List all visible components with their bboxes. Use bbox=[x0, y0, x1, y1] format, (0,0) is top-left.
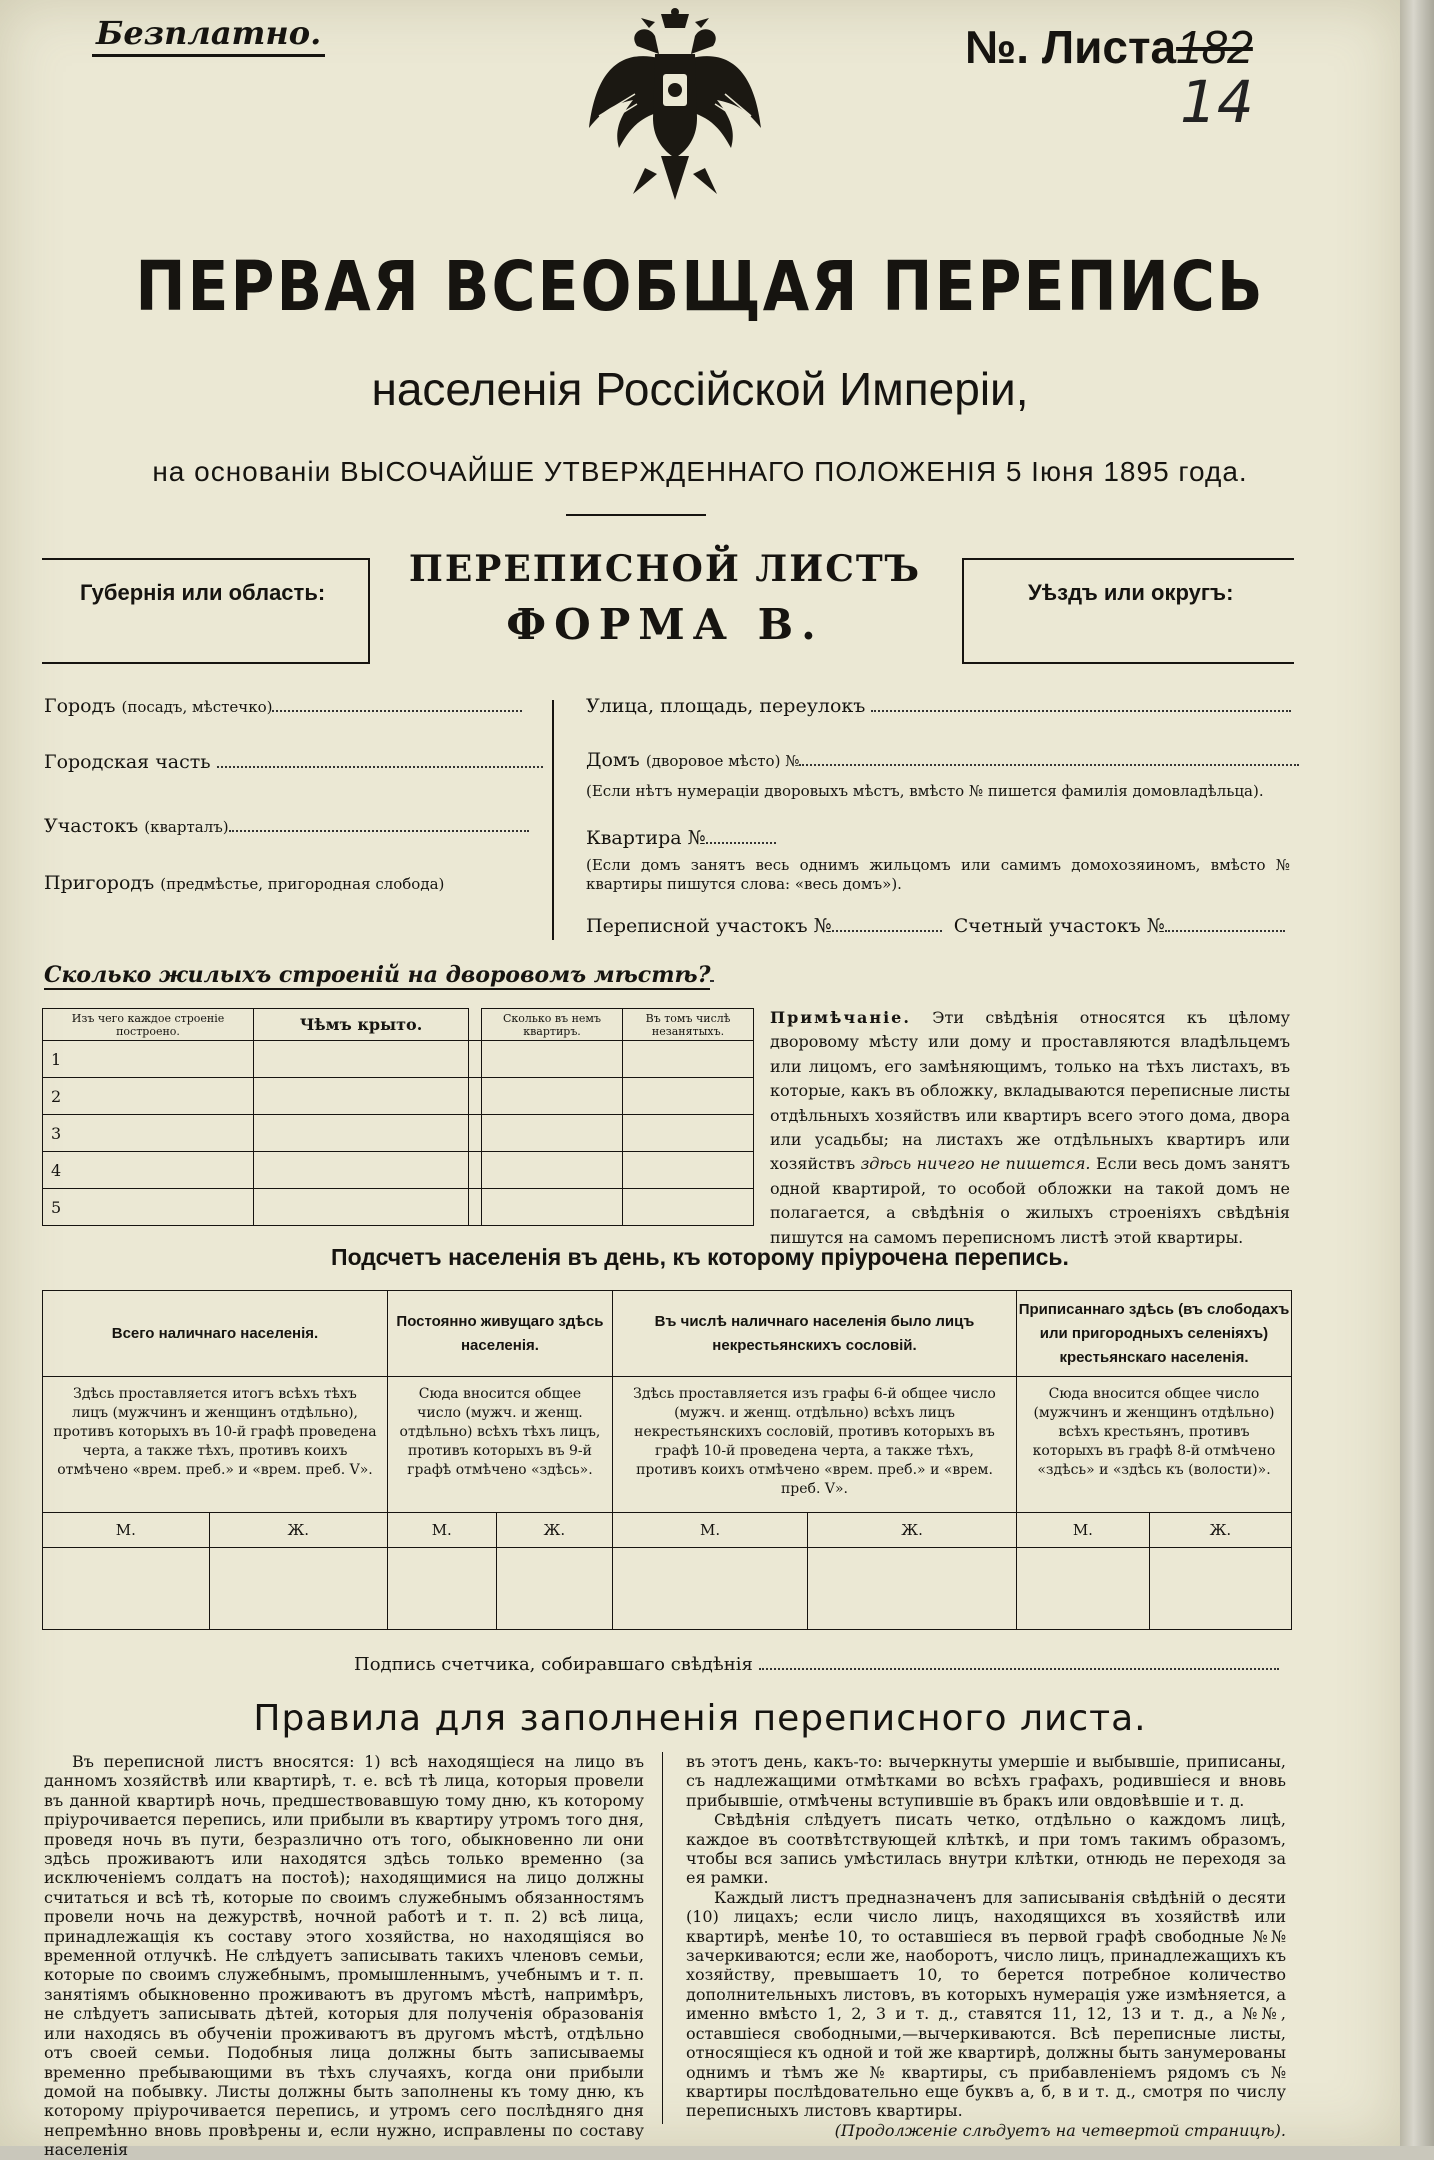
population-body-permanent: Сюда вносится общее число (мужч. и женщ. отдѣльно) всѣхъ тѣхъ лицъ, противъ которыхъ въ 9-й графѣ отмѣчено «здѣсь». bbox=[387, 1377, 612, 1513]
rules-title: Правила для заполненія переписного листа. bbox=[253, 1698, 1147, 1739]
buildings-header-vacant: Въ томъ числѣ незанятыхъ. bbox=[623, 1009, 754, 1041]
rules-column-divider bbox=[662, 1752, 663, 2124]
population-body-present: Здѣсь проставляется итогъ всѣхъ тѣхъ лицъ (мужчинъ и женщинъ отдѣльно), противъ которыхъ въ 10-й графѣ проведена черта, а также тѣхъ, противъ коихъ отмѣчено «врем. преб.» и «врем. преб. V». bbox=[43, 1377, 388, 1513]
city-part-field bbox=[44, 750, 543, 773]
rules-left-text: Въ переписной листъ вносятся: 1) всѣ находящіеся на лицо въ данномъ хозяйствѣ или квартирѣ, т. е. всѣ тѣ лица, которыя провели въ данной квартирѣ ночь, предшествовавшую тому дню, къ которому пріурочивается перепись, или прибыли въ квартиру утромъ того дня, проведя ночь въ пути, безразлично отъ того, обыкновенно ли они здѣсь проживаютъ или находятся здѣсь только временно (за исключеніемъ солдатъ на постоѣ); находящимися на лицо должны считаться и всѣ тѣ, которые по своимъ служебнымъ обязанностямъ провели ночь на дежурствѣ, ночной работѣ и т. п. 2) всѣ лица, принадлежащія къ составу этого хозяйства, но находящіяся во временной отлучкѣ. Не слѣдуетъ записывать такихъ членовъ семьи, которые по своимъ служебнымъ, промышленнымъ, учебнымъ и т. п. занятіямъ обыкновенно проживаютъ въ другомъ мѣстѣ, напримѣръ, не слѣдуетъ записывать дѣтей, которыя для полученія образованія или находясь въ обученіи проживаютъ въ другомъ мѣстѣ, отдѣльно отъ своей семьи. Подобныя лица должны быть записываемы временно пребывающими въ тѣхъ случаяхъ, когда они прибыли домой на побывку. Листы должны быть заполнены къ тому дню, къ которому пріурочивается перепись, и утромъ сего послѣдняго дня непремѣнно вновь провѣрены и, если нужно, исправлены по составу населенія bbox=[44, 1752, 644, 2160]
population-title: Подсчетъ населенія въ день, къ которому пріурочена перепись. bbox=[331, 1244, 1069, 1270]
city-note: (посадъ, мѣстечко) bbox=[121, 698, 273, 716]
district-label: Уѣздъ или округъ: bbox=[1028, 580, 1234, 605]
precinct-line bbox=[229, 814, 529, 832]
buildings-note bbox=[770, 1006, 1290, 1250]
count-area-label: Счетный участокъ № bbox=[953, 915, 1165, 937]
note-text-2: Если весь домъ занятъ одной квартирой, то особой обложки на такой домъ не полагается, а свѣдѣнія о жилыхъ строеніяхъ свѣдѣнія пишутся на самомъ переписномъ листѣ этой квартиры. bbox=[770, 1154, 1290, 1247]
rules-right-text-1: въ этотъ день, какъ-то: вычеркнуты умершіе и выбывшіе, приписаны, съ надлежащими отмѣтками во всѣхъ графахъ, родившіеся и вновь прибывшіе, отмѣчены вступившіе въ бракъ или овдовѣвшіе и т. д. bbox=[686, 1752, 1286, 1810]
legal-basis: на основаніи ВЫСОЧАЙШЕ УТВЕРЖДЕННАГО ПОЛОЖЕНІЯ 5 Іюня 1895 года. bbox=[152, 456, 1248, 487]
sheet-number-struck: 182 bbox=[1176, 21, 1253, 73]
apartment-label: Квартира № bbox=[586, 827, 706, 849]
buildings-row-2: 2 bbox=[43, 1078, 254, 1115]
city-line bbox=[272, 694, 522, 712]
double-headed-eagle-icon bbox=[575, 8, 775, 208]
precinct-note: (кварталъ) bbox=[144, 818, 229, 836]
province-label: Губернія или область: bbox=[80, 580, 326, 605]
handwritten-sheet-number: 14 bbox=[1180, 68, 1254, 136]
rules-continued: (Продолженіе слѣдуетъ на четвертой страницѣ). bbox=[834, 2120, 1286, 2140]
apartment-hint: (Если домъ занятъ весь однимъ жильцомъ или самимъ домохозяиномъ, вмѣсто № квартиры пишутся слова: «весь домъ»). bbox=[586, 856, 1290, 893]
precinct-label: Участокъ bbox=[44, 815, 139, 837]
census-area-field bbox=[586, 914, 1285, 937]
apartment-line bbox=[706, 826, 776, 844]
apartment-field bbox=[586, 826, 776, 849]
fields-divider bbox=[552, 700, 554, 940]
city-label: Городъ bbox=[44, 695, 116, 717]
province-box bbox=[42, 558, 370, 664]
rules-right-text-3: Каждый листъ предназначенъ для записыванія свѣдѣній о десяти (10) лицахъ; если число лицъ, находящихся въ хозяйствѣ или квартирѣ, менѣе 10, то оставшіеся въ первой графѣ свободные №№ зачеркиваются; если же, наоборотъ, число лицъ, принадлежащихъ къ хозяйству, превышаетъ 10, то берется потребное количество дополнительныхъ листовъ, въ которыхъ нумерація уже измѣняется, а именно вмѣсто 1, 2, 3 и т. д., ставятся 11, 12, 13 и т. д., а №№, оставшіеся свободными,—вычеркиваются. Всѣ переписные листы, относящіеся къ одной и той же квартирѣ, должны быть занумерованы однимъ и тѣмъ же № квартиры, съ прибавленіемъ рядомъ съ № квартиры послѣдовательно еще буквъ а, б, в и т. д., смотря по числу переписныхъ листовъ квартиры. bbox=[686, 1887, 1286, 2121]
buildings-row-1: 1 bbox=[43, 1041, 254, 1078]
buildings-row-5: 5 bbox=[43, 1189, 254, 1226]
present-m: М. bbox=[43, 1513, 210, 1548]
sheet-number-label: №. Листа bbox=[965, 21, 1177, 73]
buildings-header-apartments: Сколько въ немъ квартиръ. bbox=[482, 1009, 623, 1041]
page-title: ПЕРВАЯ ВСЕОБЩАЯ ПЕРЕПИСЬ bbox=[135, 246, 1265, 328]
rules-right-column bbox=[686, 1752, 1286, 2140]
city-field bbox=[44, 694, 522, 717]
population-body-peasant: Сюда вносится общее число (мужчинъ и женщинъ отдѣльно) всѣхъ крестьянъ, противъ которыхъ въ графѣ 8-й отмѣчено «здѣсь» и «здѣсь къ (волости)». bbox=[1016, 1377, 1291, 1513]
house-note: (дворовое мѣсто) № bbox=[645, 752, 800, 770]
peasant-f: Ж. bbox=[1149, 1513, 1291, 1548]
population-header-peasant: Приписаннаго здѣсь (въ слободахъ или пригородныхъ селеніяхъ) крестьянскаго населенія. bbox=[1016, 1291, 1291, 1377]
permanent-f: Ж. bbox=[496, 1513, 612, 1548]
counter-signature bbox=[354, 1652, 1279, 1675]
signature-label: Подпись счетчика, собиравшаго свѣдѣнія bbox=[354, 1654, 753, 1675]
city-part-line bbox=[217, 750, 543, 768]
precinct-field bbox=[44, 814, 529, 837]
population-table bbox=[42, 1290, 1292, 1630]
buildings-row-3: 3 bbox=[43, 1115, 254, 1152]
divider bbox=[566, 514, 706, 516]
house-label: Домъ bbox=[586, 749, 640, 771]
page-edge bbox=[1400, 0, 1434, 2146]
form-title: ПЕРЕПИСНОЙ ЛИСТЪ bbox=[408, 548, 922, 590]
buildings-question-text: Сколько жилыхъ строеній на дворовомъ мѣстѣ? bbox=[44, 962, 711, 988]
buildings-header-roof: Чѣмъ крыто. bbox=[254, 1009, 469, 1041]
rules-left-column bbox=[44, 1752, 644, 2160]
population-header-permanent: Постоянно живущаго здѣсь населенія. bbox=[387, 1291, 612, 1377]
note-label: Примѣчаніе. bbox=[770, 1008, 911, 1027]
house-hint: (Если нѣтъ нумераціи дворовыхъ мѣстъ, вмѣсто № пишется фамилія домовладѣльца). bbox=[586, 782, 1264, 800]
buildings-header-material: Изъ чего каждое строеніе построено. bbox=[43, 1009, 254, 1041]
peasant-m: М. bbox=[1016, 1513, 1149, 1548]
non-peasant-f: Ж. bbox=[808, 1513, 1017, 1548]
city-part-label: Городская часть bbox=[44, 751, 211, 773]
population-header-non-peasant: Въ числѣ наличнаго населенія было лицъ некрестьянскихъ сословій. bbox=[613, 1291, 1017, 1377]
street-field bbox=[586, 694, 1291, 717]
street-label: Улица, площадь, переулокъ bbox=[586, 695, 866, 717]
census-area-label: Переписной участокъ № bbox=[586, 915, 832, 937]
form-type: ФОРМА В. bbox=[506, 600, 824, 649]
population-header-present: Всего наличнаго населенія. bbox=[43, 1291, 388, 1377]
present-f: Ж. bbox=[209, 1513, 387, 1548]
note-italic: здѣсь ничего не пишется. bbox=[860, 1154, 1091, 1174]
house-field bbox=[586, 748, 1299, 771]
district-box bbox=[962, 558, 1294, 664]
permanent-m: М. bbox=[387, 1513, 496, 1548]
page-subtitle: населенія Россійской Имперіи, bbox=[371, 363, 1029, 415]
street-line bbox=[871, 694, 1291, 712]
non-peasant-m: М. bbox=[613, 1513, 808, 1548]
note-text: Эти свѣдѣнія относятся къ цѣлому дворовому мѣсту или дому и проставляются владѣльцемъ или лицомъ, его замѣняющимъ, только на тѣхъ листахъ, въ которые, какъ въ обложку, вкладываются переписные листы отдѣльныхъ хозяйствъ или квартиръ всего этого дома, двора или усадьбы; на листахъ же отдѣльныхъ квартиръ или хозяйствъ bbox=[770, 1008, 1290, 1174]
buildings-table bbox=[42, 1008, 754, 1226]
census-area-line bbox=[832, 914, 942, 932]
buildings-question bbox=[44, 962, 714, 988]
suburb-field bbox=[44, 872, 444, 894]
suburb-note: (предмѣстье, пригородная слобода) bbox=[160, 875, 445, 893]
signature-line bbox=[759, 1652, 1279, 1670]
population-body-non-peasant: Здѣсь проставляется изъ графы 6-й общее число (мужч. и женщ. отдѣльно) всѣхъ лицъ некрестьянскихъ сословій, противъ которыхъ въ графѣ 10-й проведена черта, а также тѣхъ, противъ коихъ отмѣчено «врем. преб.» и «врем. преб. V». bbox=[613, 1377, 1017, 1513]
buildings-row-4: 4 bbox=[43, 1152, 254, 1189]
suburb-label: Пригородъ bbox=[44, 872, 155, 894]
free-label: Безплатно. bbox=[92, 14, 325, 57]
rules-right-text-2: Свѣдѣнія слѣдуетъ писать четко, отдѣльно о каждомъ лицѣ, каждое въ соотвѣтствующей клѣткѣ, и при томъ такимъ образомъ, чтобы вся запись умѣстилась внутри клѣтки, отнюдь не переходя за ея рамки. bbox=[686, 1810, 1286, 1888]
house-line bbox=[799, 748, 1299, 766]
sheet-number bbox=[965, 20, 1253, 74]
count-area-line bbox=[1165, 914, 1285, 932]
